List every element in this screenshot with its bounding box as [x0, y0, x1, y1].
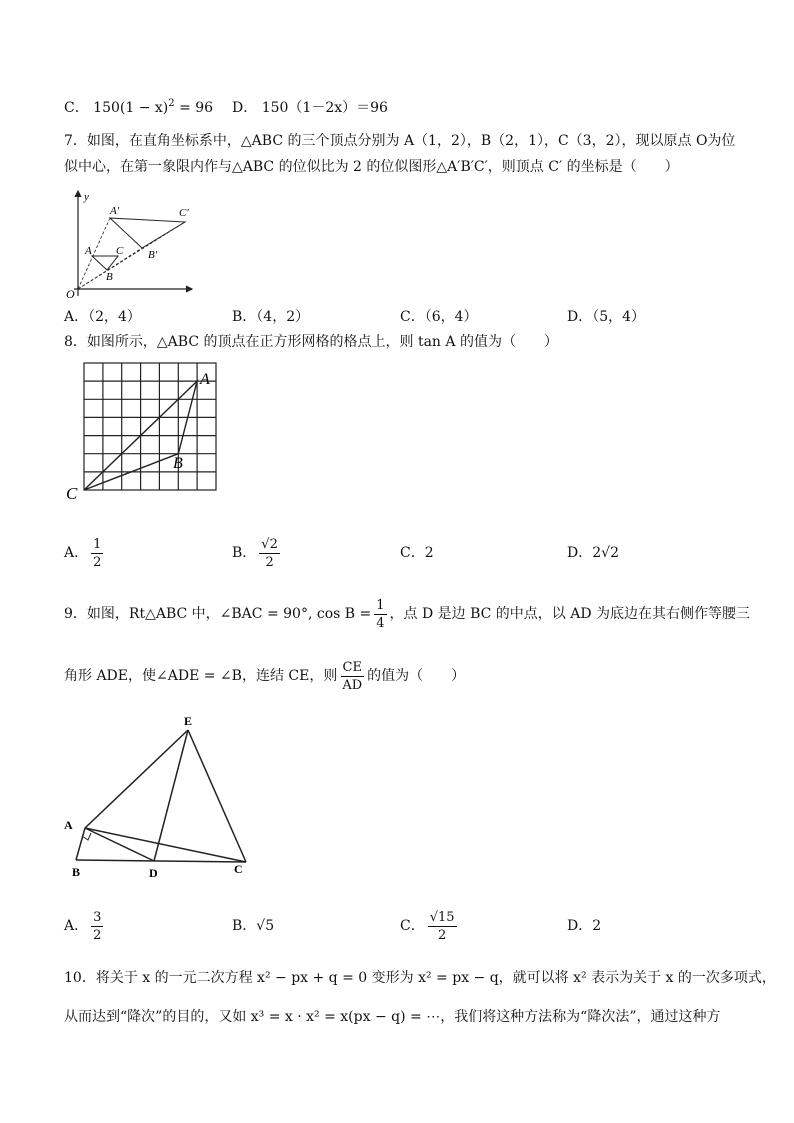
q9-ratio-num: CE	[342, 659, 362, 675]
q7-label-b: B	[106, 271, 113, 283]
q9-edge-de	[154, 730, 188, 861]
q10-stem-line1: 10．将关于 x 的一元二次方程 x² − px + q = 0 变形为 x² = px − q，就可以将 x² 表示为关于 x 的一次多项式，	[64, 970, 776, 986]
q6-option-c-expr: 150(1 − x)	[93, 100, 169, 116]
q9-edge-ae	[85, 730, 188, 828]
q7-label-o: O	[66, 287, 75, 301]
q6-option-d-expr: 150（1－2x）＝96	[261, 100, 388, 116]
q8-option-b-fraction	[259, 536, 280, 571]
q9-option-c	[400, 906, 460, 946]
q9-option-b-label: B．	[232, 918, 257, 934]
q9-cos-num: 1	[376, 597, 385, 613]
q9-label-d: D	[149, 866, 158, 880]
q9-label-b: B	[72, 865, 81, 879]
q6-option-c-rhs: = 96	[174, 100, 214, 116]
q7-label-b-prime: B′	[148, 249, 158, 261]
q6-option-c	[64, 98, 213, 118]
q8-option-b	[232, 533, 283, 573]
q8-stem-line1: 8．如图所示，△ABC 的顶点在正方形网格的格点上，则 tan A 的值为（ ）	[64, 334, 558, 350]
q8-label-a: A	[200, 371, 210, 388]
q7-option-b: B．（4，2）	[232, 309, 310, 325]
q9-triangle-figure	[60, 708, 260, 883]
q9-option-a	[64, 906, 106, 946]
q8-option-d-label: D．	[567, 545, 593, 561]
q9-label-e: E	[184, 714, 193, 728]
q8-option-c: C．2	[400, 545, 434, 561]
q8-option-d-value: 2√2	[592, 545, 619, 561]
q9-option-a-den: 2	[93, 927, 102, 943]
q9-option-a-num: 3	[93, 909, 102, 925]
q9-option-b-value: √5	[256, 918, 275, 934]
q7-label-c-prime: C′	[179, 207, 189, 219]
q9-edge-ce	[188, 730, 246, 862]
q9-option-c-num: √15	[429, 909, 455, 925]
q8-label-c: C	[66, 484, 78, 503]
q9-option-d: D．2	[567, 918, 602, 934]
q9-option-c-den: 2	[437, 927, 447, 943]
q7-label-a: A	[85, 245, 92, 257]
q9-option-a-fraction	[91, 909, 103, 944]
q9-stem-line1-b: ，点 D 是边 BC 的中点，以 AD 为底边在其右侧作等腰三	[389, 606, 751, 622]
q8-option-b-label: B．	[232, 545, 257, 561]
q9-option-c-fraction	[428, 909, 457, 944]
q9-edge-bc	[76, 860, 246, 862]
q9-stem-line2-a: 角形 ADE，使∠ADE = ∠B，连结 CE，则	[64, 668, 338, 684]
q7-coordinate-figure	[62, 186, 202, 304]
q9-cos-fraction	[374, 597, 386, 632]
q9-ratio-den: AD	[342, 677, 363, 693]
q9-ratio-fraction	[340, 659, 364, 694]
q9-stem-line1-a: 9．如图，Rt△ABC 中，∠BAC = 90°, cos B =	[64, 606, 372, 622]
q8-option-b-den: 2	[265, 554, 274, 570]
q9-option-b	[232, 916, 274, 936]
q9-stem-line2-b: 的值为（ ）	[367, 668, 466, 684]
q9-option-c-label: C．	[400, 918, 425, 934]
q9-stem-line1	[64, 594, 750, 634]
q8-option-a-fraction	[91, 536, 103, 571]
q8-option-a	[64, 533, 106, 573]
q7-label-y: y	[84, 191, 89, 203]
q9-option-a-label: A．	[64, 918, 89, 934]
q7-option-a: A．（2，4）	[64, 309, 141, 325]
q6-option-d	[232, 98, 388, 118]
q8-option-a-den: 2	[93, 554, 102, 570]
q9-edge-ab	[76, 828, 85, 860]
q9-edge-ad	[85, 828, 154, 861]
q7-stem-line2: 似中心，在第一象限内作与△ABC 的位似比为 2 的位似图形△A′B′C′，则顶点 C′ 的坐标是（ ）	[64, 159, 679, 175]
q9-stem-line2	[64, 656, 465, 696]
q6-option-d-label: D．	[232, 100, 258, 116]
q7-option-d: D．（5，4）	[567, 309, 646, 325]
q7-label-a-prime: A′	[110, 205, 120, 217]
q10-stem-line2: 从而达到“降次”的目的，又如 x³ = x · x² = x(px − q) = ⋯，我们将这种方法称为“降次法”，通过这种方	[64, 1009, 721, 1025]
q8-option-b-num: √2	[261, 536, 278, 552]
q9-edge-ac	[85, 828, 246, 862]
q6-option-c-exponent: 2	[168, 98, 175, 109]
q8-option-a-label: A．	[64, 545, 89, 561]
q7-option-c: C．（6，4）	[400, 309, 478, 325]
q6-option-c-label: C．	[64, 100, 89, 116]
q7-small-triangle	[92, 256, 118, 270]
q9-label-c: C	[234, 862, 243, 876]
q7-label-c: C	[116, 245, 124, 257]
q9-cos-den: 4	[376, 615, 385, 631]
q8-option-a-num: 1	[93, 536, 102, 552]
q7-large-triangle	[110, 218, 185, 248]
q8-option-d	[567, 543, 619, 563]
q9-label-a: A	[64, 818, 73, 832]
q8-label-b: B	[173, 455, 183, 472]
q7-stem-line1: 7．如图，在直角坐标系中，△ABC 的三个顶点分别为 A（1，2），B（2，1），C（3，2），现以原点 O为位	[64, 133, 736, 149]
q8-grid-figure	[60, 358, 230, 504]
